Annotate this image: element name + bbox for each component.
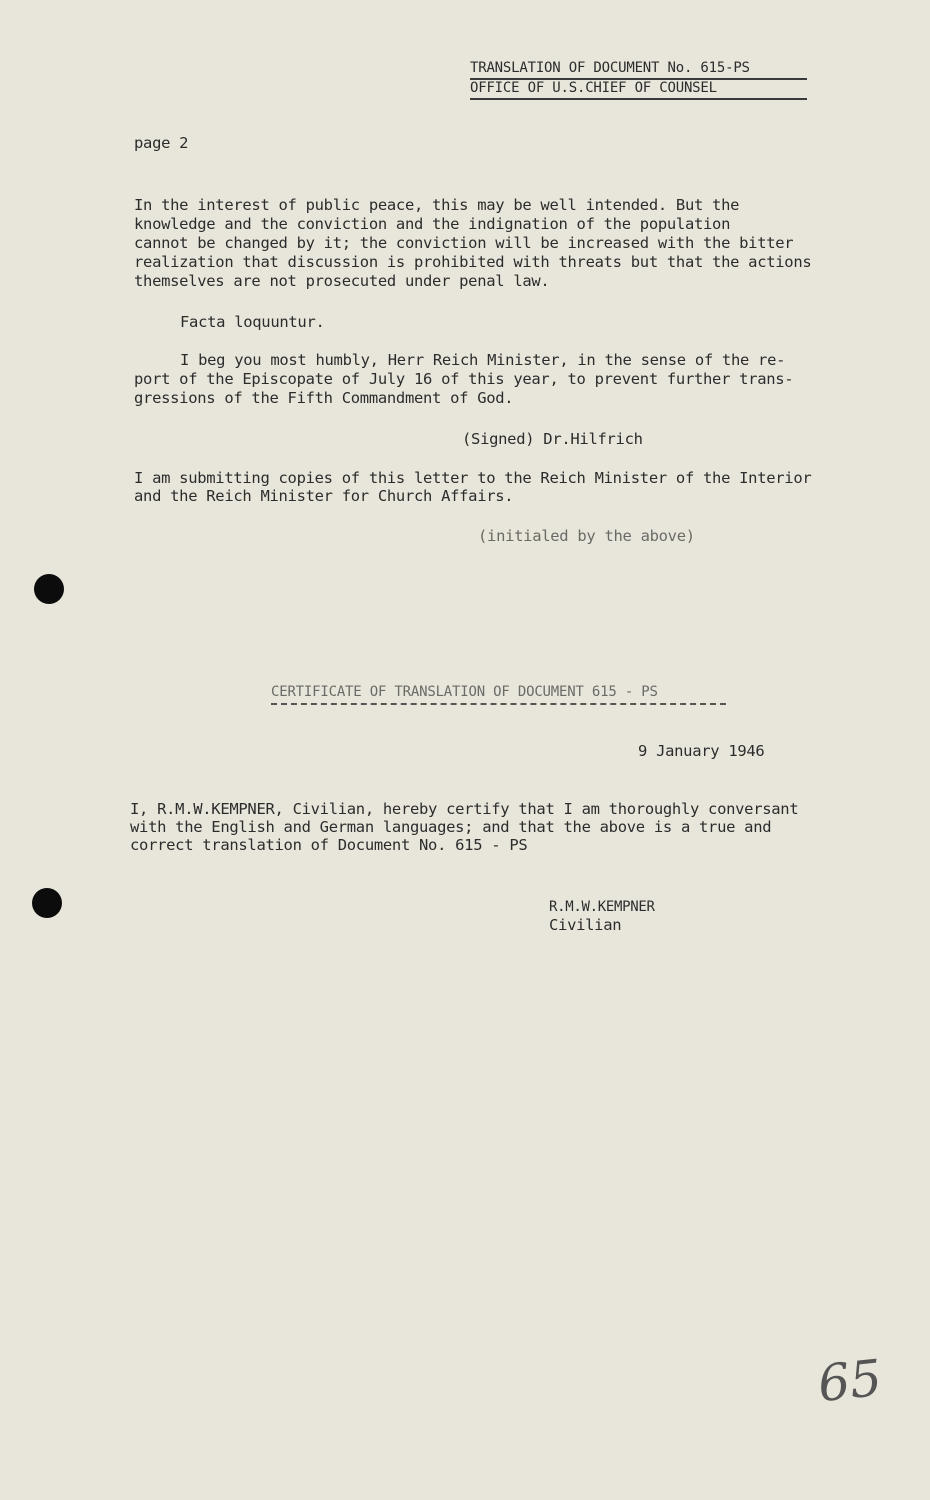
paragraph1-line: knowledge and the conviction and the indignation of the population (134, 215, 731, 233)
punch-hole (32, 888, 62, 918)
initialed-note: (initialed by the above) (478, 527, 695, 545)
page-label: page 2 (134, 134, 189, 152)
signer-name: R.M.W.KEMPNER (549, 899, 655, 915)
paragraph2-line: gressions of the Fifth Commandment of God. (134, 389, 514, 407)
certificate-body-line: I, R.M.W.KEMPNER, Civilian, hereby certify that I am thoroughly conversant (130, 800, 799, 818)
header-underline-2 (470, 98, 807, 100)
paragraph1-line: themselves are not prosecuted under penal law. (134, 272, 550, 290)
paragraph1-line: In the interest of public peace, this may be well intended. But the (134, 196, 740, 214)
signer-title: Civilian (549, 916, 622, 934)
certificate-title-underline (271, 703, 726, 705)
header-line-2: OFFICE OF U.S.CHIEF OF COUNSEL (470, 80, 717, 96)
paragraph1-line: cannot be changed by it; the conviction will be increased with the bitter (134, 234, 794, 252)
paragraph1-line: realization that discussion is prohibited with threats but that the actions (134, 253, 812, 271)
handwritten-page-number: 65 (815, 1348, 885, 1414)
paragraph2-line: port of the Episcopate of July 16 of this year, to prevent further trans- (134, 370, 794, 388)
paragraph2-line: I beg you most humbly, Herr Reich Minister, in the sense of the re- (180, 351, 786, 369)
punch-hole (34, 574, 64, 604)
header-line-1: TRANSLATION OF DOCUMENT No. 615-PS (470, 60, 750, 76)
facta-loquuntur: Facta loquuntur. (180, 313, 325, 331)
certificate-body-line: with the English and German languages; and that the above is a true and (130, 818, 772, 836)
paragraph3-line: I am submitting copies of this letter to the Reich Minister of the Interior (134, 469, 812, 487)
certificate-body-line: correct translation of Document No. 615 - PS (130, 836, 528, 854)
certificate-title: CERTIFICATE OF TRANSLATION OF DOCUMENT 615 - PS (271, 684, 658, 700)
signature: (Signed) Dr.Hilfrich (462, 430, 643, 448)
paragraph3-line: and the Reich Minister for Church Affairs. (134, 487, 514, 505)
certificate-date: 9 January 1946 (638, 742, 765, 760)
